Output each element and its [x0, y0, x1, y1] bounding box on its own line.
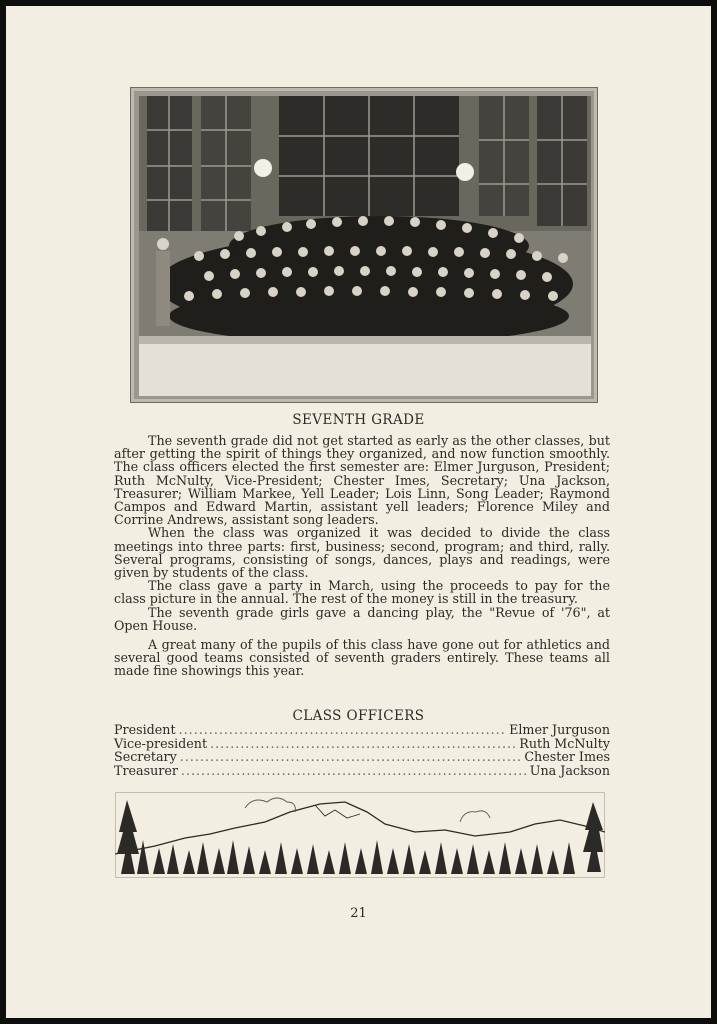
class-photo-image: [139, 96, 591, 396]
class-photo: [130, 87, 598, 403]
officer-name: Elmer Jurguson: [509, 722, 610, 737]
paragraph-1: The seventh grade did not get started as early as the other classes, but after getting the spirit of things they organized, and now function smoothly. The class officers elected the first semester are: Elmer Jurguson, President; Ruth McNulty, Vice-President; Chester Imes, Secretary; Una Jackson, Treasurer; William Markee, Yell Leader; Lois Linn, Song Leader; Raymond Campos and Edward Martin, assistant yell leaders; Florence Miley and Corrine Andrews, assistant song leaders.: [114, 433, 610, 528]
officer-role: Treasurer: [114, 762, 178, 778]
leader-dots: [180, 750, 522, 764]
officer-name: Ruth McNulty: [519, 735, 610, 751]
yearbook-page: [6, 6, 711, 1018]
officers-title: CLASS OFFICERS: [292, 708, 425, 724]
body-text: [114, 434, 610, 678]
leader-dots: [179, 723, 507, 737]
section-title: SEVENTH GRADE: [292, 412, 425, 428]
officer-role: Secretary: [114, 749, 177, 765]
officer-role: President: [114, 722, 176, 737]
leader-dots: [210, 737, 516, 751]
leader-dots: [181, 764, 527, 778]
officers-list: [114, 723, 610, 777]
officer-row: [114, 737, 610, 751]
paragraph-5: A great many of the pupils of this class have gone out for athletics and several good teams consisted of seventh graders entirely. These teams all made fine showings this year.: [114, 637, 610, 679]
paragraph-2: When the class was organized it was decided to divide the class meetings into three parts: first, business; second, program; and third, rally. Several programs, consisting of songs, dances, plays and readings, were given by students of the class.: [114, 525, 610, 581]
page-number: 21: [350, 906, 367, 921]
officer-row: [114, 764, 610, 778]
paragraph-4: The seventh grade girls gave a dancing play, the "Revue of '76", at Open House.: [114, 604, 610, 633]
officer-row: [114, 750, 610, 764]
mountain-forest-illustration: [115, 792, 605, 878]
officer-role: Vice-president: [114, 735, 208, 751]
paragraph-3: The class gave a party in March, using the proceeds to pay for the class picture in the annual. The rest of the money is still in the treasury.: [114, 578, 610, 607]
officer-row: [114, 723, 610, 737]
officer-name: Chester Imes: [524, 749, 610, 765]
officer-name: Una Jackson: [529, 762, 610, 778]
